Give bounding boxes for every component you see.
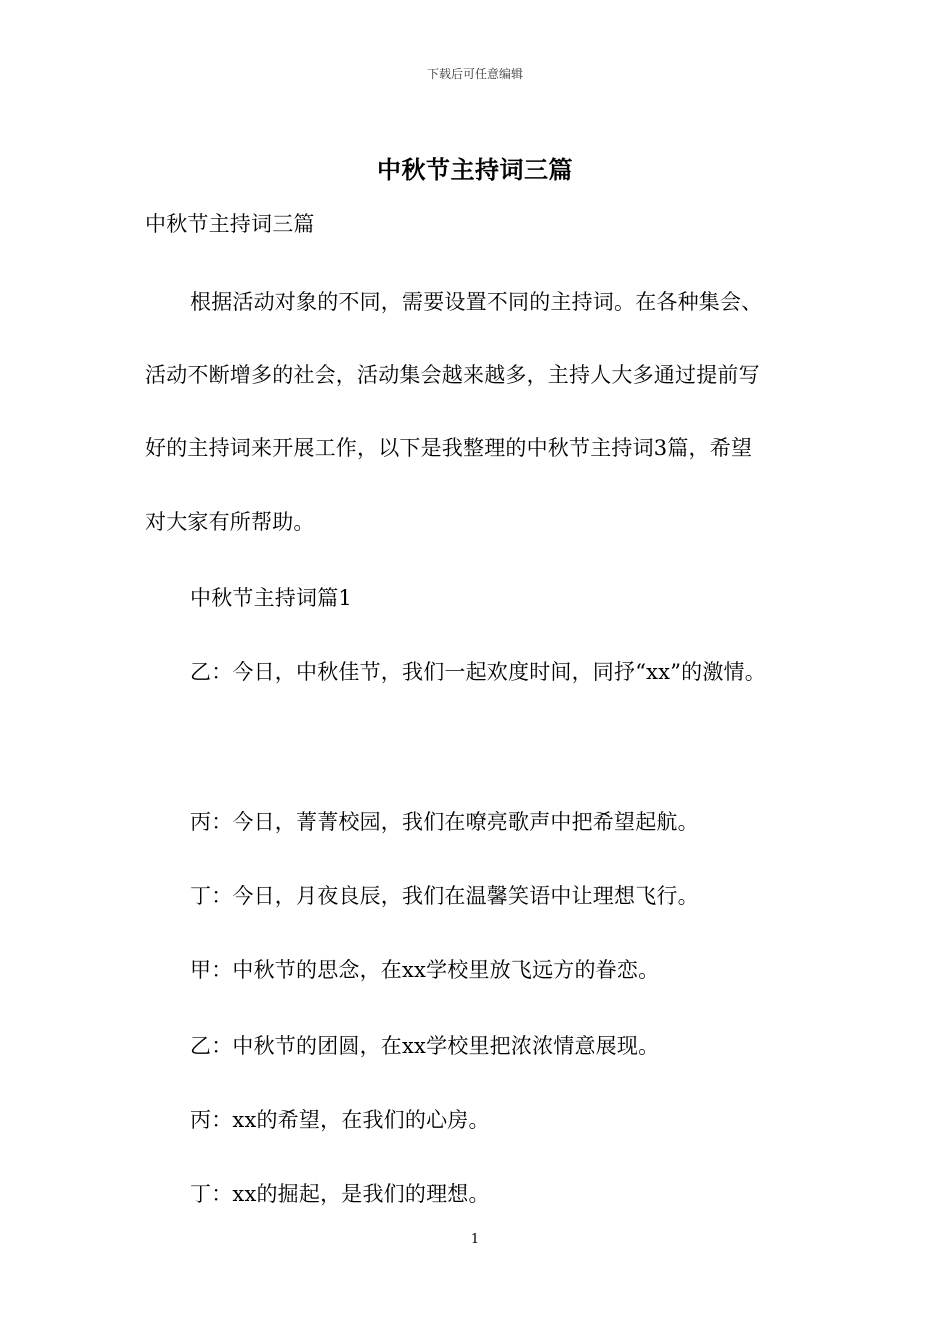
- dialogue-line-6: 丙：xx的希望，在我们的心房。: [190, 1108, 490, 1132]
- intro-line-2: 活动不断增多的社会，活动集会越来越多，主持人大多通过提前写: [145, 363, 760, 387]
- dialogue-line-7: 丁：xx的掘起，是我们的理想。: [190, 1182, 490, 1206]
- dialogue-line-1: 乙：今日，中秋佳节，我们一起欢度时间，同抒“xx”的激情。: [190, 660, 766, 684]
- dialogue-line-3: 丁：今日，月夜良辰，我们在温馨笑语中让理想飞行。: [190, 884, 699, 908]
- intro-line-3: 好的主持词来开展工作，以下是我整理的中秋节主持词3篇，希望: [145, 436, 753, 460]
- document-subtitle: 中秋节主持词三篇: [145, 212, 315, 236]
- header-note: 下载后可任意编辑: [426, 67, 523, 81]
- dialogue-line-4: 甲：中秋节的思念，在xx学校里放飞远方的眷恋。: [190, 958, 660, 982]
- intro-line-4: 对大家有所帮助。: [145, 510, 315, 534]
- dialogue-line-5: 乙：中秋节的团圆，在xx学校里把浓浓情意展现。: [190, 1034, 660, 1058]
- intro-line-1: 根据活动对象的不同，需要设置不同的主持词。在各种集会、: [190, 290, 763, 314]
- dialogue-line-2: 丙：今日，菁菁校园，我们在嘹亮歌声中把希望起航。: [190, 810, 699, 834]
- document-title: 中秋节主持词三篇: [377, 155, 573, 184]
- section-heading: 中秋节主持词篇1: [190, 586, 352, 610]
- page-number: 1: [470, 1232, 480, 1247]
